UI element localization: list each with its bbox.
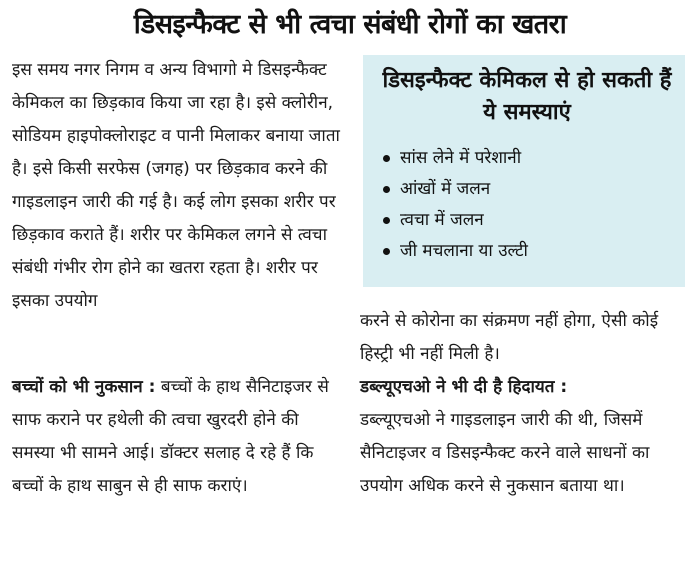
section-heading-children: बच्चों को भी नुकसान :	[12, 377, 156, 397]
children-section	[12, 371, 344, 503]
headline: डिसइन्फैक्ट से भी त्वचा संबंधी रोगों का खतरा	[133, 9, 567, 40]
symptoms-list	[379, 143, 675, 267]
article-paragraph-continuation: करने से कोरोना का संक्रमण नहीं होगा, ऐसी कोई हिस्ट्री भी नहीं मिली है।	[360, 311, 659, 364]
section-text-children: बच्चों के हाथ सैनिटाइजर से साफ कराने पर हथेली की त्वचा खुरदरी होने की समस्या भी सामने आई। डॉक्टर सलाह दे रहे हैं कि बच्चों के हाथ साबुन से ही साफ कराएं।	[12, 377, 329, 496]
article-column-right-continuation	[360, 305, 690, 371]
section-heading-who: डब्ल्यूएचओ ने भी दी है हिदायत :	[360, 377, 568, 397]
section-text-who: डब्ल्यूएचओ ने गाइडलाइन जारी की थी, जिसमें सैनिटाइजर व डिसइन्फैक्ट करने वाले साधनों का उपयोग अधिक करने से नुकसान बताया था।	[360, 410, 650, 496]
callout-title: डिसइन्फैक्ट केमिकल से हो सकती हैं ये समस्याएं	[382, 68, 672, 125]
list-item: त्वचा में जलन	[379, 205, 675, 236]
article-column-left-top	[12, 54, 344, 318]
list-item: जी मचलाना या उल्टी	[379, 236, 675, 267]
bullet-icon	[383, 155, 390, 162]
bullet-icon	[383, 186, 390, 193]
bullet-icon	[383, 217, 390, 224]
bullet-icon	[383, 248, 390, 255]
symptoms-callout-box	[363, 55, 685, 287]
list-item: सांस लेने में परेशानी	[379, 143, 675, 174]
article-paragraph-intro: इस समय नगर निगम व अन्य विभागो मे डिसइन्फैक्ट केमिकल का छिड़काव किया जा रहा है। इसे क्लोरीन, सोडियम हाइपोक्लोराइट व पानी मिलाकर बनाया जाता है। इसे किसी सरफेस (जगह) पर छिड़काव करने की गाइडलाइन जारी की गई है। कई लोग इसका शरीर पर छिड़काव कराते हैं। शरीर पर केमिकल लगने से त्वचा संबंधी गंभीर रोग होने का खतरा रहता है। शरीर पर इसका उपयोग	[12, 60, 340, 311]
list-item: आंखों में जलन	[379, 174, 675, 205]
who-section	[360, 371, 690, 503]
